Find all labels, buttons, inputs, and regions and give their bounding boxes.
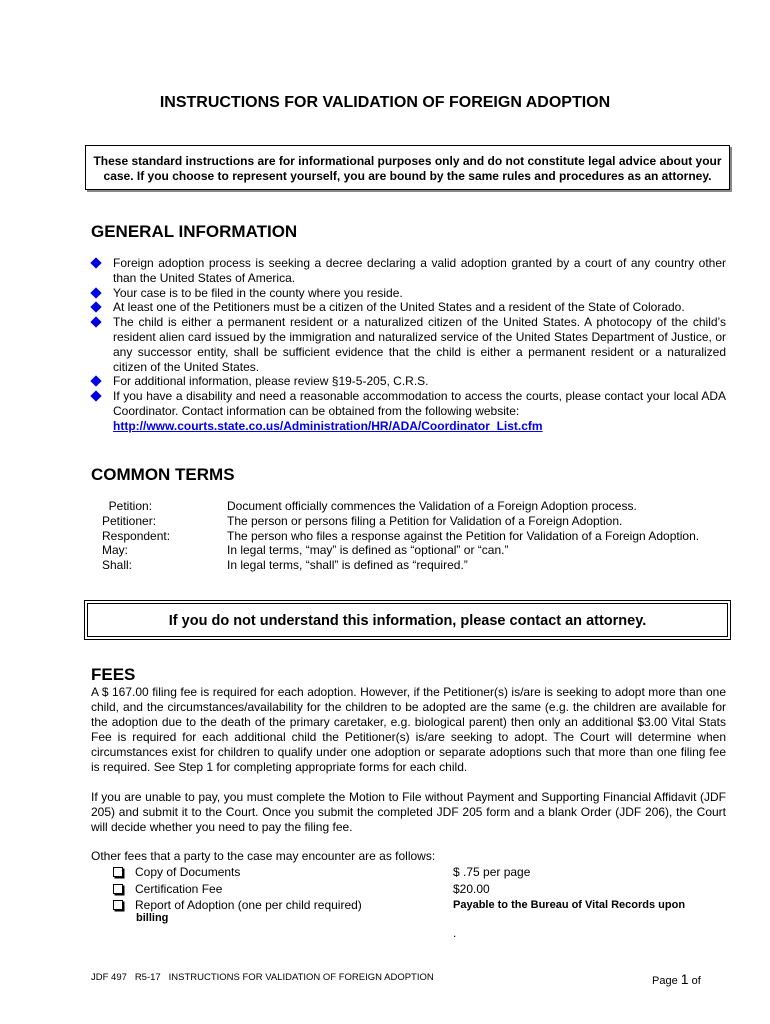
general-information-list	[91, 256, 726, 434]
list-item: Your case is to be filed in the county where you reside.	[91, 286, 726, 301]
footer-form-id: JDF 497 R5-17 INSTRUCTIONS FOR VALIDATION OF FOREIGN ADOPTION	[91, 972, 434, 983]
unable-to-pay-paragraph: If you are unable to pay, you must complete the Motion to File without Payment and Supporting Financial Affidavit (JDF 205) and submit it to the Court. Once you submit the completed JDF 205 form and a blank Order (JDF 206), the Court will decide whether you need to pay the filing fee.	[91, 790, 726, 835]
diamond-bullet-icon	[90, 302, 101, 313]
common-terms-heading: COMMON TERMS	[91, 465, 235, 484]
diamond-bullet-icon	[90, 391, 101, 402]
ada-coordinator-link[interactable]: http://www.courts.state.co.us/Administration/HR/ADA/Coordinator_List.cfm	[113, 418, 543, 433]
checkbox-icon	[113, 884, 123, 894]
list-item: For additional information, please review §19-5-205, C.R.S.	[91, 374, 726, 389]
term-row: Petition: Document officially commences the Validation of a Foreign Adoption process.	[102, 499, 637, 513]
common-terms-list	[88, 499, 738, 573]
checkbox-icon	[113, 900, 123, 910]
checkbox-icon	[113, 867, 123, 877]
term-row: Petitioner: The person or persons filing a Petition for Validation of a Foreign Adoption.	[102, 513, 623, 528]
fee-row: Certification Fee $20.00	[113, 881, 733, 898]
other-fees-list	[113, 864, 733, 914]
other-fees-intro: Other fees that a party to the case may encounter are as follows:	[91, 849, 436, 863]
fees-paragraph: A $ 167.00 filing fee is required for each adoption. However, if the Petitioner(s) is/are is seeking to adopt more than one child, and the circumstances/availability for the children to be adopted are the same (e.g. the children are available for the adoption due to the death of the primary caretaker, e.g. biological parent) then only an additional $3.00 Vital Stats Fee is required for each additional child the Petitioner(s) is/are seeking to adopt. The Court will determine when circumstances exist for children to qualify under one adoption or separate adoptions such that more than one filing fee is required. See Step 1 for completing appropriate forms for each child.	[91, 685, 726, 775]
trailing-dot: .	[453, 926, 457, 940]
diamond-bullet-icon	[90, 287, 101, 298]
term-row: Shall: In legal terms, “shall” is defined as “required.”	[102, 558, 468, 573]
disclaimer-line-1: These standard instructions are for informational purposes only and do not constitute legal advice about your	[93, 154, 722, 168]
billing-text: billing	[136, 912, 169, 924]
disclaimer-box	[85, 145, 730, 190]
term-row: May: In legal terms, “may” is defined as “optional” or “can.”	[102, 543, 509, 558]
diamond-bullet-icon	[90, 376, 101, 387]
list-item: Foreign adoption process is seeking a decree declaring a valid adoption granted by a court of any country other than the United States of America.	[91, 256, 726, 286]
fee-row: Report of Adoption (one per child required) Payable to the Bureau of Vital Records upon	[113, 897, 733, 914]
term-row: Respondent: The person who files a response against the Petition for Validation of a Foreign Adoption.	[102, 528, 700, 543]
diamond-bullet-icon	[90, 257, 101, 268]
fees-heading: FEES	[91, 665, 136, 684]
fee-row: Copy of Documents $ .75 per page	[113, 864, 733, 881]
footer-page-number: Page 1 of	[652, 971, 701, 987]
list-item: If you have a disability and need a reasonable accommodation to access the courts, please contact your local ADA Coordinator. Contact information can be obtained from the following website: http://www.courts.state.co.us/Administration/HR/ADA/Coordinator_List.cfm	[91, 389, 726, 433]
attorney-notice-box: If you do not understand this information, please contact an attorney.	[87, 603, 728, 637]
page-title: INSTRUCTIONS FOR VALIDATION OF FOREIGN ADOPTION	[159, 94, 611, 111]
disclaimer-line-2: case. If you choose to represent yourself, you are bound by the same rules and procedures as an attorney.	[103, 169, 712, 183]
list-item: The child is either a permanent resident or a naturalized citizen of the United States. A photocopy of the child’s resident alien card issued by the immigration and naturalized service of the United States Department of Justice, or any successor entity, shall be sufficient evidence that the child is either a permanent resident or a naturalized citizen of the United States.	[91, 315, 726, 374]
general-information-heading: GENERAL INFORMATION	[91, 222, 298, 241]
diamond-bullet-icon	[90, 317, 101, 328]
list-item: At least one of the Petitioners must be a citizen of the United States and a resident of the State of Colorado.	[91, 300, 726, 315]
